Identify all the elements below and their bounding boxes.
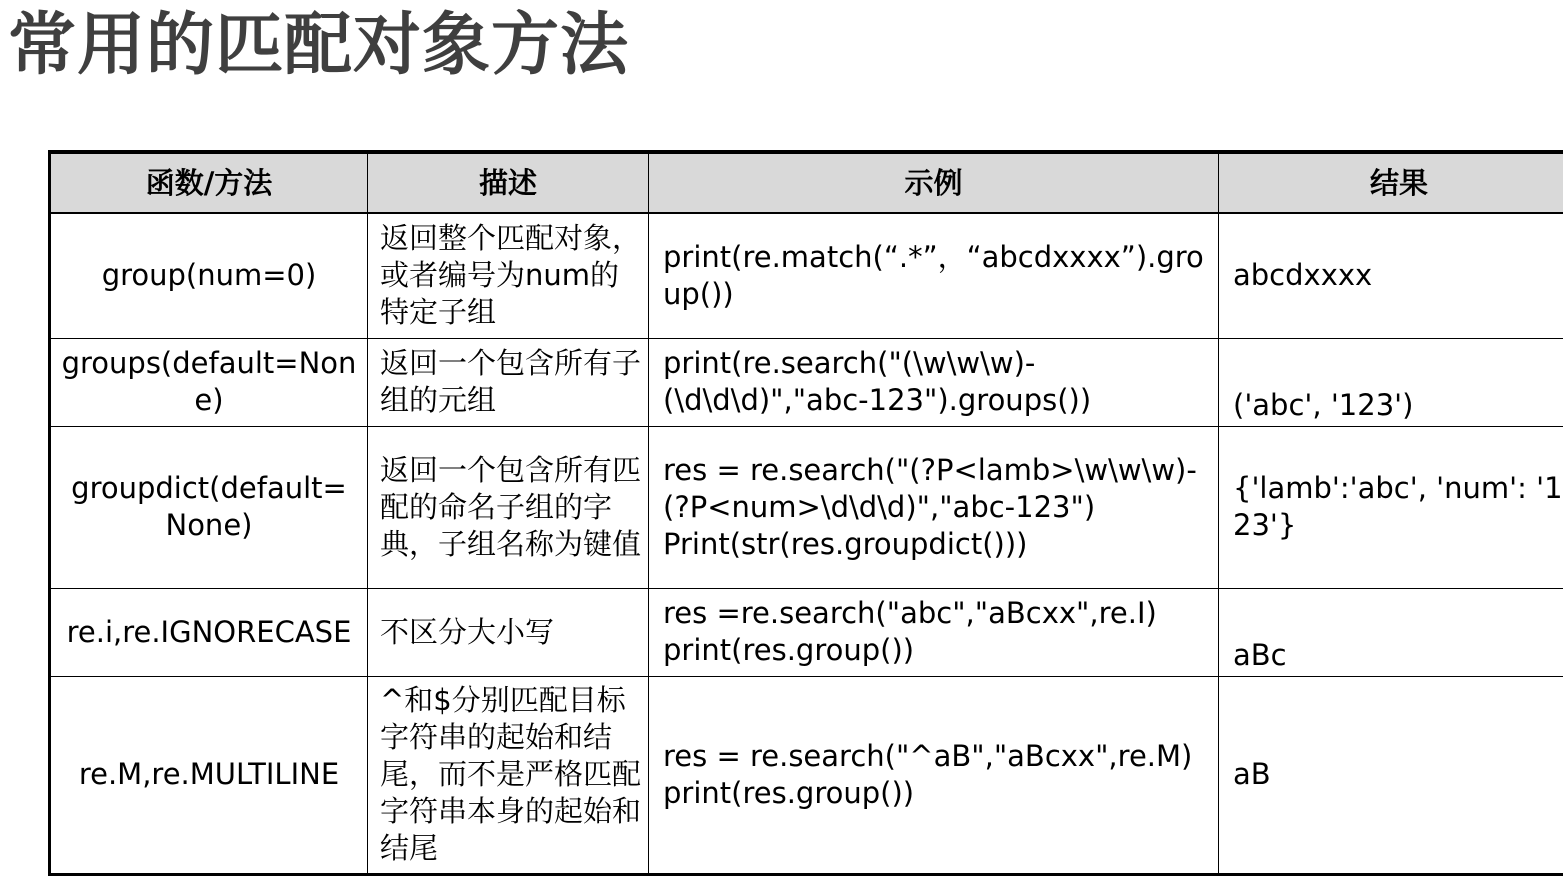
result-cell: aBc	[1219, 588, 1563, 676]
example-cell: print(re.match(“.*”，“abcdxxxx”).group())	[649, 213, 1219, 338]
function-cell: group(num=0)	[50, 213, 368, 338]
table-row	[50, 676, 1563, 874]
header-description: 描述	[368, 152, 649, 213]
page-title: 常用的匹配对象方法	[8, 6, 630, 85]
example-cell: res =re.search("abc","aBcxx",re.I) print(res.group())	[649, 588, 1219, 676]
description-cell: ^和$分别匹配目标字符串的起始和结尾，而不是严格匹配字符串本身的起始和结尾	[368, 676, 649, 874]
table-row	[50, 213, 1563, 338]
result-cell: abcdxxxx	[1219, 213, 1563, 338]
description-cell: 不区分大小写	[368, 588, 649, 676]
function-cell: groups(default=None)	[50, 338, 368, 426]
description-cell: 返回一个包含所有匹配的命名子组的字典，子组名称为键值	[368, 426, 649, 588]
function-cell: re.M,re.MULTILINE	[50, 676, 368, 874]
methods-table	[48, 150, 1563, 876]
table-header-row	[50, 152, 1563, 213]
table-row	[50, 338, 1563, 426]
table-row	[50, 426, 1563, 588]
function-cell: groupdict(default=None)	[50, 426, 368, 588]
result-cell: ('abc', '123')	[1219, 338, 1563, 426]
example-cell: res = re.search("(?P<lamb>\w\w\w)- (?P<num>\d\d\d)","abc-123") Print(str(res.groupdict()))	[649, 426, 1219, 588]
description-cell: 返回整个匹配对象，或者编号为num的特定子组	[368, 213, 649, 338]
header-example: 示例	[649, 152, 1219, 213]
description-cell: 返回一个包含所有子组的元组	[368, 338, 649, 426]
example-cell: res = re.search("^aB","aBcxx",re.M) print(res.group())	[649, 676, 1219, 874]
example-cell: print(re.search("(\w\w\w)- (\d\d\d)","abc-123").groups())	[649, 338, 1219, 426]
table-row	[50, 588, 1563, 676]
result-cell: {'lamb':'abc', 'num': '123'}	[1219, 426, 1563, 588]
header-function: 函数/方法	[50, 152, 368, 213]
result-cell: aB	[1219, 676, 1563, 874]
header-result: 结果	[1219, 152, 1563, 213]
function-cell: re.i,re.IGNORECASE	[50, 588, 368, 676]
